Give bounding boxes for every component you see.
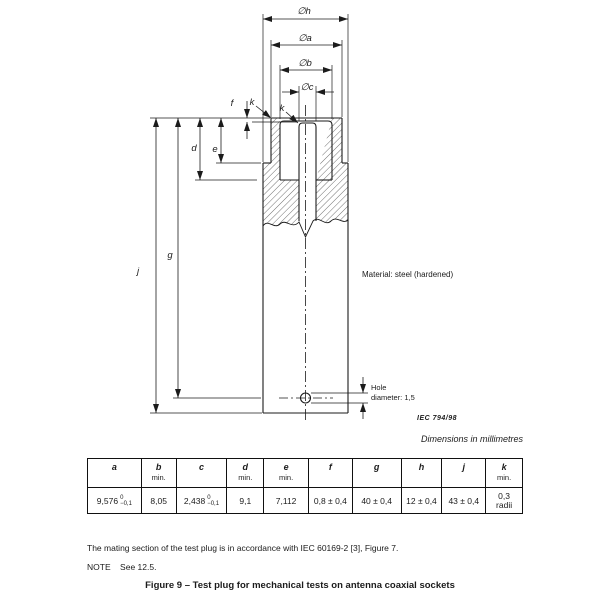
header-letter: j <box>462 462 466 472</box>
header-sub: min. <box>497 473 512 482</box>
dim-label-j: j <box>136 266 140 277</box>
header-sub: min. <box>279 473 294 482</box>
table-header-a <box>88 459 141 488</box>
table-header-d <box>227 459 263 488</box>
table-header-b <box>142 459 176 488</box>
table-value-h <box>402 488 442 513</box>
table-column-c <box>177 459 228 513</box>
dim-label-c: ∅c <box>300 82 314 93</box>
dim-label-a: ∅a <box>298 33 312 44</box>
header-letter: k <box>501 462 507 472</box>
hole-note-line1: Hole <box>371 383 387 392</box>
table-value-g <box>353 488 401 513</box>
table-column-h <box>402 459 443 513</box>
table-value-c <box>177 488 227 513</box>
header-letter: b <box>155 462 162 472</box>
table-value-f <box>309 488 352 513</box>
table-header-c <box>177 459 227 488</box>
header-letter: c <box>198 462 204 472</box>
dim-label-d: d <box>191 143 197 154</box>
value-main: 2,438 <box>183 495 206 506</box>
iec-reference: IEC 794/98 <box>417 415 458 422</box>
table-value-j <box>442 488 485 513</box>
hole-note-line2: diameter: 1,5 <box>371 393 415 402</box>
value-main: 8,05 <box>150 495 167 506</box>
table-value-e <box>264 488 308 513</box>
value-main: 9,576 <box>96 495 119 506</box>
tolerance-stack <box>120 495 132 507</box>
value-main: 40 ± 0,4 <box>361 495 392 506</box>
tolerance-upper: 0 <box>207 494 211 501</box>
note-see-reference: NOTE See 12.5. <box>87 562 157 572</box>
value-main: 9,1 <box>239 495 252 506</box>
table-column-b <box>142 459 177 513</box>
table-column-d <box>227 459 264 513</box>
tolerance-lower: −0,1 <box>120 500 132 507</box>
tolerance-lower: −0,1 <box>207 500 220 507</box>
material-note: Material: steel (hardened) <box>362 270 454 279</box>
table-value-b <box>142 488 176 513</box>
dim-label-e: e <box>212 144 218 155</box>
value-main: 7,112 <box>275 495 297 506</box>
table-header-j <box>442 459 485 488</box>
table-column-f <box>309 459 353 513</box>
tolerance-stack <box>207 495 219 507</box>
dimensions-table <box>87 458 523 514</box>
figure-caption: Figure 9 – Test plug for mechanical tests on antenna coaxial sockets <box>145 580 455 591</box>
header-letter: a <box>111 462 117 472</box>
table-column-a <box>88 459 142 513</box>
table-value-d <box>227 488 263 513</box>
table-header-g <box>353 459 401 488</box>
header-letter: h <box>418 462 425 472</box>
table-column-j <box>442 459 486 513</box>
value-main: 0,8 ± 0,4 <box>313 495 347 506</box>
header-sub: min. <box>238 473 253 482</box>
table-header-e <box>264 459 308 488</box>
mating-section-note: The mating section of the test plug is in accordance with IEC 60169-2 [3], Figure 7. <box>87 543 399 553</box>
header-sub: min. <box>151 473 166 482</box>
header-letter: f <box>328 462 332 472</box>
table-column-k <box>486 459 522 513</box>
dim-label-k-outer: k <box>249 97 255 108</box>
tolerance-upper: 0 <box>120 494 124 501</box>
table-header-k <box>486 459 522 488</box>
table-column-g <box>353 459 402 513</box>
value-two-line <box>496 492 512 510</box>
dim-label-k-inner: k <box>279 103 285 114</box>
dimensions-note: Dimensions in millimetres <box>420 434 523 444</box>
table-header-f <box>309 459 352 488</box>
header-letter: g <box>373 462 380 472</box>
value-line2: radii <box>496 499 513 510</box>
dim-label-h: ∅h <box>297 6 311 17</box>
value-line1: 0,3 <box>498 490 510 501</box>
value-main: 12 ± 0,4 <box>406 495 437 506</box>
header-letter: e <box>283 462 289 472</box>
header-letter: d <box>242 462 249 472</box>
dim-label-f: f <box>230 98 234 109</box>
table-value-a <box>88 488 141 513</box>
table-header-h <box>402 459 442 488</box>
table-column-e <box>264 459 309 513</box>
value-main: 43 ± 0,4 <box>448 495 480 506</box>
dim-label-b: ∅b <box>298 58 312 69</box>
table-value-k <box>486 488 522 513</box>
dim-label-g: g <box>167 250 173 261</box>
